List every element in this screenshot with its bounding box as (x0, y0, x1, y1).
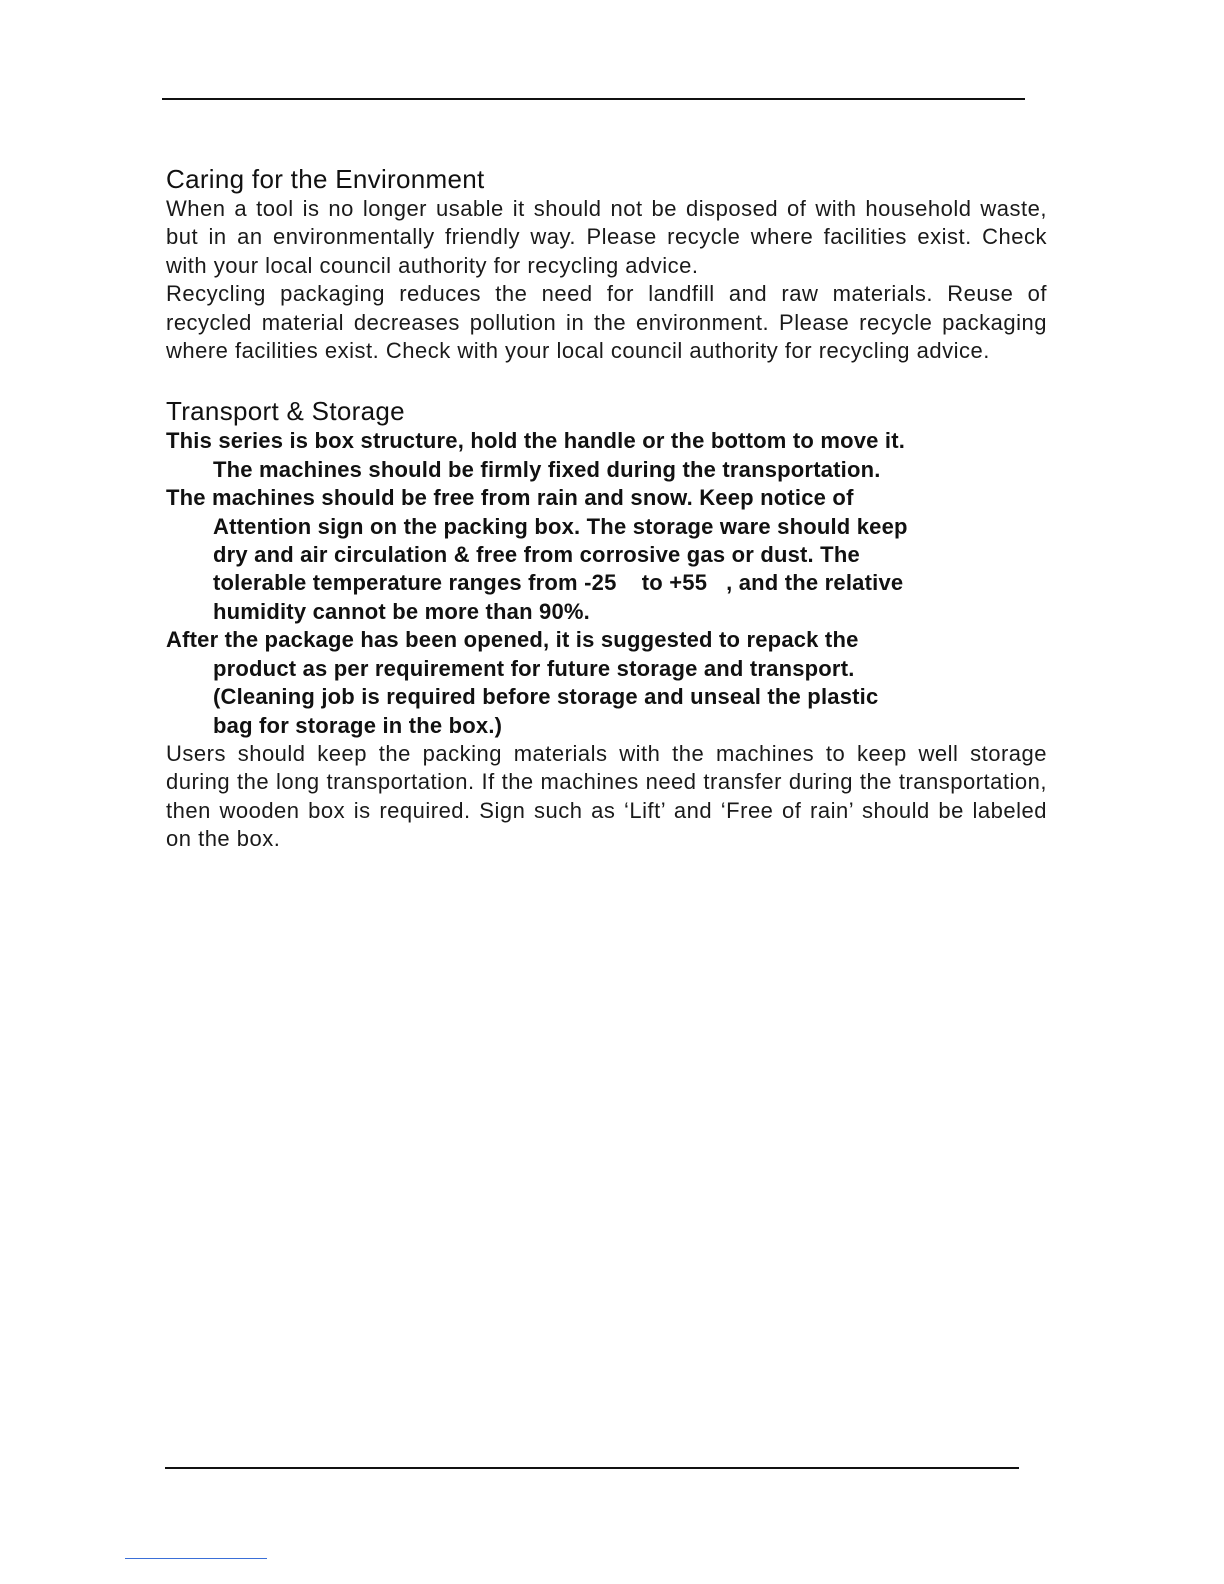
transport-item-line: product as per requirement for future storage and transport. (213, 655, 855, 681)
transport-item-line: The machines should be free from rain and snow. Keep notice of (166, 485, 854, 511)
transport-item-line: bag for storage in the box.) (213, 712, 503, 738)
transport-item (166, 427, 1047, 484)
section-gap (166, 365, 1047, 395)
footer-link-underline (125, 1558, 267, 1559)
transport-heading: Transport & Storage (166, 396, 405, 427)
transport-item-line: tolerable temperature ranges from -25 to +55 , and the relative (213, 570, 904, 596)
transport-closing-paragraph: Users should keep the packing materials with the machines to keep well storage during the long transportation. If the machines need transfer during the transportation, then wooden box is required. Sign such as ‘Lift’ and ‘Free of rain’ should be labeled on the box. (166, 740, 1047, 852)
page-content (166, 163, 1047, 854)
footer-rule (165, 1467, 1019, 1469)
transport-item-line: humidity cannot be more than 90%. (213, 598, 590, 624)
transport-item-line: The machines should be firmly fixed during the transportation. (213, 456, 881, 482)
transport-item-line: After the package has been opened, it is suggested to repack the (166, 627, 859, 653)
transport-item (166, 626, 1047, 740)
environment-heading: Caring for the Environment (166, 164, 485, 194)
transport-item-line: (Cleaning job is required before storage and unseal the plastic (213, 684, 879, 710)
transport-item (166, 484, 1047, 626)
environment-paragraph-1: When a tool is no longer usable it should not be disposed of with household waste, but in an environmentally friendly way. Please recycle where facilities exist. Check with your local council authority for recycling advice. (166, 196, 1047, 278)
transport-item-line: Attention sign on the packing box. The storage ware should keep (213, 513, 908, 539)
header-rule (162, 98, 1025, 100)
transport-item-line: This series is box structure, hold the handle or the bottom to move it. (166, 428, 906, 454)
environment-paragraph-2: Recycling packaging reduces the need for landfill and raw materials. Reuse of recycled material decreases pollution in the environment. Please recycle packaging where facilities exist. Check with your local council authority for recycling advice. (166, 281, 1047, 364)
transport-item-line: dry and air circulation & free from corrosive gas or dust. The (213, 542, 860, 568)
